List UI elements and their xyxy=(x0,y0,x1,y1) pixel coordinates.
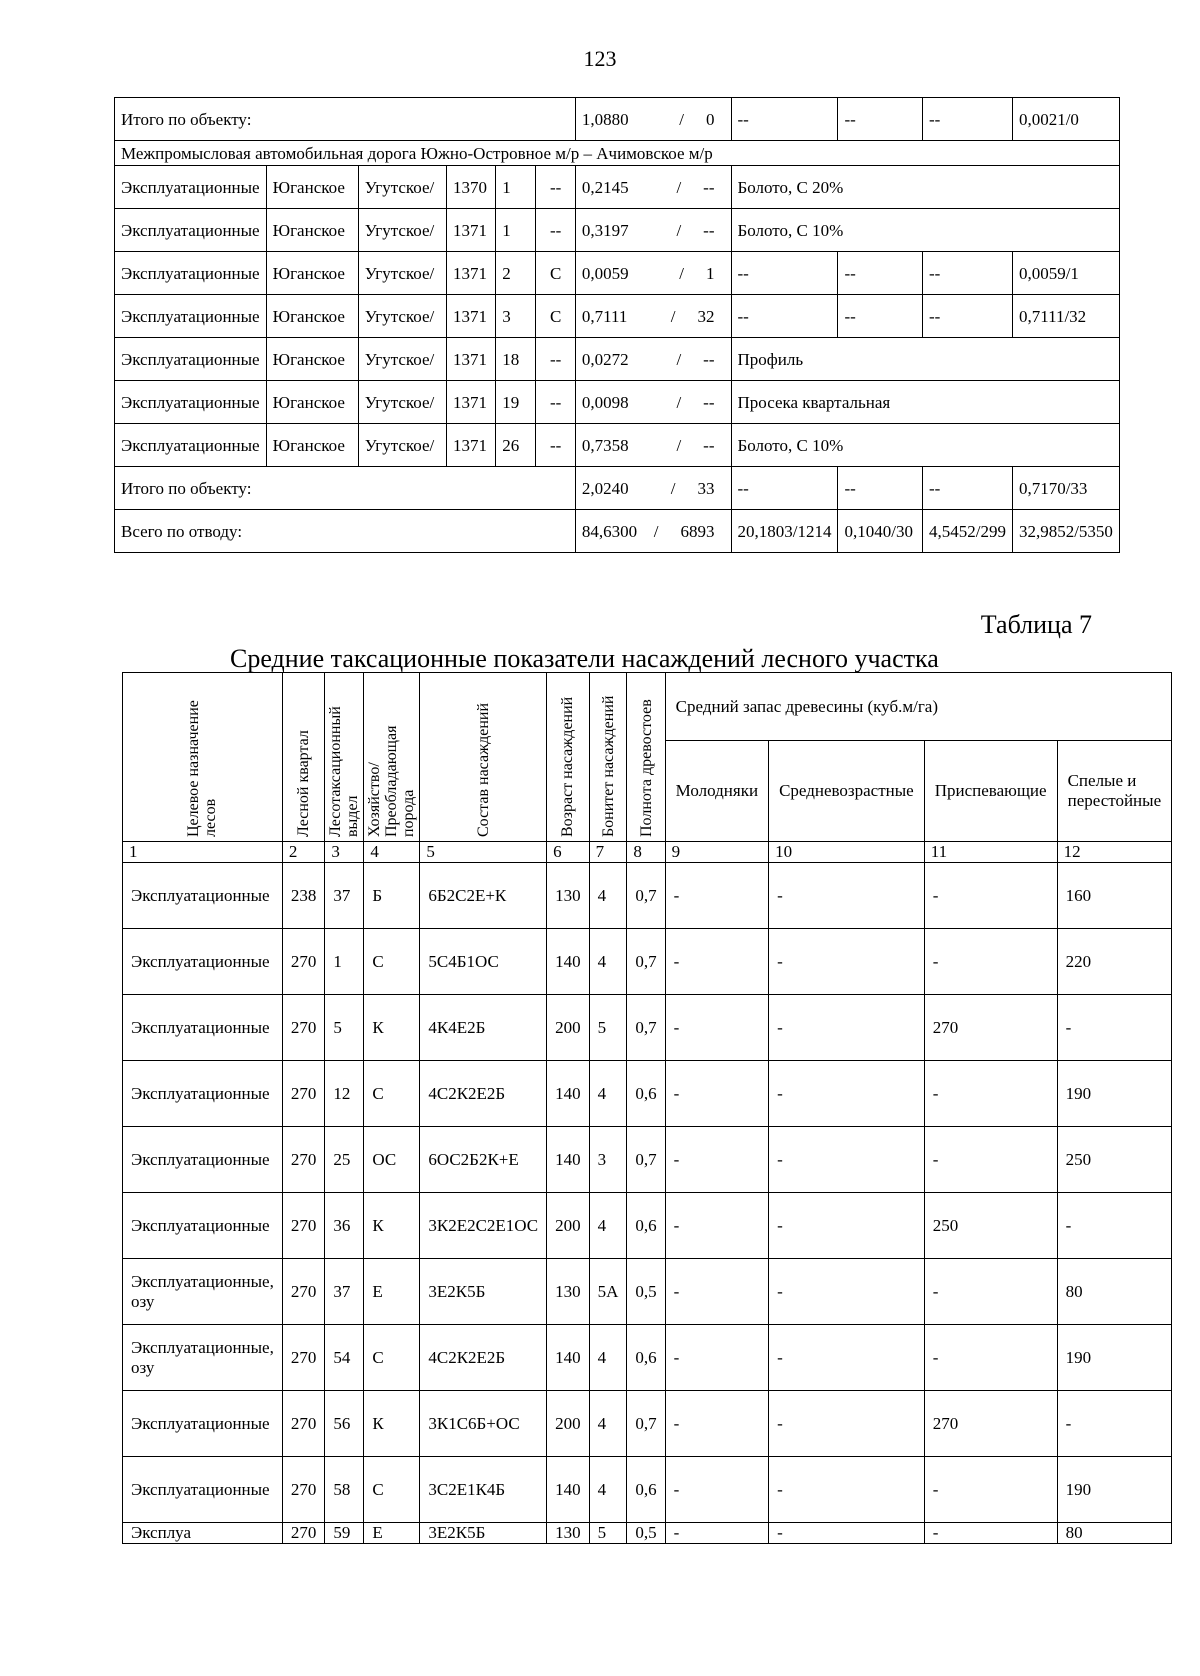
purpose-cell: Эксплуатационные xyxy=(123,1061,283,1127)
mature-cell: 80 xyxy=(1057,1259,1172,1325)
bonitet-cell: 5 xyxy=(589,995,627,1061)
table-title: Средние таксационные показатели насаждений лесного участка xyxy=(230,644,939,673)
middle-cell: - xyxy=(769,1457,925,1523)
area-value: 0,7111 xyxy=(581,306,628,326)
purpose-cell: Эксплуатационные xyxy=(115,424,267,467)
age-cell: 200 xyxy=(547,995,590,1061)
composition-cell: 3Е2К5Б xyxy=(420,1259,547,1325)
area-separator: / xyxy=(670,306,676,326)
district-cell: Угутское/ xyxy=(358,209,446,252)
total-label: Всего по отводу: xyxy=(115,510,576,553)
composition-cell: 6Б2С2Е+К xyxy=(420,863,547,929)
area-separator: / xyxy=(676,392,682,412)
plot-cell: 59 xyxy=(325,1523,364,1544)
tree-count: -- xyxy=(703,392,715,412)
middle-cell: - xyxy=(769,1523,925,1544)
area-separator: / xyxy=(676,435,682,455)
bonitet-cell: 4 xyxy=(589,1457,627,1523)
age-cell: 130 xyxy=(547,1523,590,1544)
table-row xyxy=(115,209,1120,252)
total-value: -- xyxy=(838,98,922,141)
total-value: -- xyxy=(731,98,838,141)
bonitet-cell: 4 xyxy=(589,1061,627,1127)
young-cell: - xyxy=(665,995,768,1061)
density-cell: 0,7 xyxy=(627,863,665,929)
species-cell: Б xyxy=(364,863,420,929)
species-cell: ОС xyxy=(364,1127,420,1193)
column-number: 8 xyxy=(627,842,665,863)
table-row xyxy=(123,1061,1172,1127)
plot-cell: 18 xyxy=(496,338,536,381)
young-cell: - xyxy=(665,1193,768,1259)
total-label: Итого по объекту: xyxy=(115,467,576,510)
area-separator: / xyxy=(676,220,682,240)
value-cell: -- xyxy=(838,252,922,295)
density-cell: 0,6 xyxy=(627,1061,665,1127)
column-number: 7 xyxy=(589,842,627,863)
quarter-cell: 1370 xyxy=(447,166,496,209)
value-cell: -- xyxy=(838,295,922,338)
species-cell: -- xyxy=(536,209,575,252)
purpose-cell: Эксплуатационные xyxy=(123,863,283,929)
value-cell: -- xyxy=(731,252,838,295)
composition-cell: 4С2К2Е2Б xyxy=(420,1325,547,1391)
header-plot: Лесотаксационный выдел xyxy=(325,673,364,842)
bonitet-cell: 4 xyxy=(589,1391,627,1457)
middle-cell: - xyxy=(769,1127,925,1193)
composition-cell: 3К2Е2С2Е1ОС xyxy=(420,1193,547,1259)
maturing-cell: - xyxy=(924,863,1057,929)
total-value: -- xyxy=(731,467,838,510)
species-cell: К xyxy=(364,1391,420,1457)
quarter-cell: 270 xyxy=(282,929,325,995)
bonitet-cell: 4 xyxy=(589,863,627,929)
tree-count: 32 xyxy=(697,306,715,326)
quarter-cell: 270 xyxy=(282,1391,325,1457)
district-cell: Угутское/ xyxy=(358,338,446,381)
table-row xyxy=(123,929,1172,995)
maturing-cell: - xyxy=(924,1061,1057,1127)
table-row xyxy=(123,1127,1172,1193)
column-number: 9 xyxy=(665,842,768,863)
mature-cell: - xyxy=(1057,995,1172,1061)
header-mature: Спелые и перестойные xyxy=(1057,741,1172,842)
bonitet-cell: 5А xyxy=(589,1259,627,1325)
composition-cell: 3К1С6Б+ОС xyxy=(420,1391,547,1457)
species-cell: С xyxy=(364,1457,420,1523)
area-value: 84,6300 xyxy=(581,521,638,541)
plot-cell: 1 xyxy=(325,929,364,995)
header-middle: Средневозрастные xyxy=(769,741,925,842)
quarter-cell: 238 xyxy=(282,863,325,929)
plot-cell: 58 xyxy=(325,1457,364,1523)
total-value: 4,5452/299 xyxy=(922,510,1012,553)
table-row xyxy=(115,338,1120,381)
total-value: 0,0021/0 xyxy=(1012,98,1119,141)
column-numbers-row xyxy=(123,842,1172,863)
maturing-cell: - xyxy=(924,1457,1057,1523)
composition-cell: 6ОС2Б2К+Е xyxy=(420,1127,547,1193)
species-cell: С xyxy=(536,295,575,338)
area-value: 0,0098 xyxy=(581,392,629,412)
age-cell: 130 xyxy=(547,1259,590,1325)
age-cell: 140 xyxy=(547,1457,590,1523)
table-row xyxy=(115,295,1120,338)
species-cell: К xyxy=(364,1193,420,1259)
area-cell xyxy=(575,338,731,381)
quarter-cell: 270 xyxy=(282,1127,325,1193)
total-value: -- xyxy=(922,467,1012,510)
purpose-cell: Эксплуатационные xyxy=(123,1457,283,1523)
mature-cell: 250 xyxy=(1057,1127,1172,1193)
header-purpose: Целевое назначение лесов xyxy=(123,673,283,842)
purpose-cell: Эксплуатационные xyxy=(123,1193,283,1259)
note-cell: Профиль xyxy=(731,338,1120,381)
tree-count: 0 xyxy=(706,109,715,129)
column-number: 3 xyxy=(325,842,364,863)
composition-cell: 5С4Б1ОС xyxy=(420,929,547,995)
purpose-cell: Эксплуатационные xyxy=(115,166,267,209)
area-separator: / xyxy=(679,263,684,283)
area-value: 0,2145 xyxy=(581,177,629,197)
column-number: 10 xyxy=(769,842,925,863)
plot-cell: 25 xyxy=(325,1127,364,1193)
maturing-cell: 270 xyxy=(924,1391,1057,1457)
purpose-cell: Эксплуатационные, озу xyxy=(123,1259,283,1325)
area-cell xyxy=(575,252,731,295)
young-cell: - xyxy=(665,1259,768,1325)
header-age: Возраст насаждений xyxy=(547,673,590,842)
total-value: 0,1040/30 xyxy=(838,510,922,553)
mature-cell: - xyxy=(1057,1391,1172,1457)
column-number: 12 xyxy=(1057,842,1172,863)
maturing-cell: - xyxy=(924,1325,1057,1391)
age-cell: 140 xyxy=(547,929,590,995)
mature-cell: 190 xyxy=(1057,1457,1172,1523)
purpose-cell: Эксплуатационные xyxy=(123,1391,283,1457)
table-row xyxy=(123,863,1172,929)
value-cell: -- xyxy=(922,295,1012,338)
value-cell: 0,7111/32 xyxy=(1012,295,1119,338)
species-cell: К xyxy=(364,995,420,1061)
table-label: Таблица 7 xyxy=(980,610,1092,639)
column-number: 5 xyxy=(420,842,547,863)
maturing-cell: - xyxy=(924,1523,1057,1544)
plot-cell: 3 xyxy=(496,295,536,338)
middle-cell: - xyxy=(769,1325,925,1391)
area-cell xyxy=(575,209,731,252)
age-cell: 140 xyxy=(547,1325,590,1391)
area-cell xyxy=(575,424,731,467)
mature-cell: 160 xyxy=(1057,863,1172,929)
plot-cell: 26 xyxy=(496,424,536,467)
note-cell: Болото, С 10% xyxy=(731,424,1120,467)
forestry-cell: Юганское xyxy=(266,338,358,381)
young-cell: - xyxy=(665,1523,768,1544)
purpose-cell: Эксплуа xyxy=(123,1523,283,1544)
table-row xyxy=(115,252,1120,295)
purpose-cell: Эксплуатационные xyxy=(123,995,283,1061)
district-cell: Угутское/ xyxy=(358,424,446,467)
young-cell: - xyxy=(665,1061,768,1127)
age-cell: 130 xyxy=(547,863,590,929)
bonitet-cell: 3 xyxy=(589,1127,627,1193)
column-number: 6 xyxy=(547,842,590,863)
species-cell: С xyxy=(364,1061,420,1127)
purpose-cell: Эксплуатационные xyxy=(123,1127,283,1193)
young-cell: - xyxy=(665,1457,768,1523)
density-cell: 0,7 xyxy=(627,1127,665,1193)
plot-cell: 56 xyxy=(325,1391,364,1457)
total-value: 20,1803/1214 xyxy=(731,510,838,553)
area-cell xyxy=(575,510,731,553)
area-separator: / xyxy=(670,478,676,498)
total-label: Итого по объекту: xyxy=(115,98,576,141)
mature-cell: - xyxy=(1057,1193,1172,1259)
purpose-cell: Эксплуатационные xyxy=(115,209,267,252)
density-cell: 0,7 xyxy=(627,1391,665,1457)
middle-cell: - xyxy=(769,929,925,995)
age-cell: 140 xyxy=(547,1127,590,1193)
density-cell: 0,6 xyxy=(627,1457,665,1523)
allotment-table xyxy=(114,97,1120,553)
middle-cell: - xyxy=(769,1061,925,1127)
composition-cell: 3С2Е1К4Б xyxy=(420,1457,547,1523)
forestry-cell: Юганское xyxy=(266,381,358,424)
composition-cell: 4С2К2Е2Б xyxy=(420,1061,547,1127)
area-cell xyxy=(575,381,731,424)
quarter-cell: 270 xyxy=(282,1193,325,1259)
quarter-cell: 270 xyxy=(282,995,325,1061)
table-row xyxy=(123,1391,1172,1457)
tree-count: 6893 xyxy=(680,521,715,541)
header-density: Полнота древостоев xyxy=(627,673,665,842)
plot-cell: 1 xyxy=(496,209,536,252)
table-row xyxy=(123,995,1172,1061)
area-separator: / xyxy=(676,177,682,197)
table-row xyxy=(115,467,1120,510)
plot-cell: 36 xyxy=(325,1193,364,1259)
table-row xyxy=(115,381,1120,424)
purpose-cell: Эксплуатационные xyxy=(115,252,267,295)
header-young: Молодняки xyxy=(665,741,768,842)
table-row xyxy=(115,424,1120,467)
forestry-cell: Юганское xyxy=(266,252,358,295)
area-value: 1,0880 xyxy=(581,109,629,129)
quarter-cell: 270 xyxy=(282,1523,325,1544)
table-row xyxy=(123,1259,1172,1325)
header-maturing: Приспевающие xyxy=(924,741,1057,842)
species-cell: -- xyxy=(536,381,575,424)
note-cell: Болото, С 10% xyxy=(731,209,1120,252)
table-row xyxy=(123,1523,1172,1544)
area-value: 0,7358 xyxy=(581,435,629,455)
forestry-cell: Юганское xyxy=(266,209,358,252)
quarter-cell: 1371 xyxy=(447,295,496,338)
age-cell: 200 xyxy=(547,1391,590,1457)
area-cell xyxy=(575,467,731,510)
forestry-cell: Юганское xyxy=(266,424,358,467)
header-composition: Состав насаждений xyxy=(420,673,547,842)
plot-cell: 1 xyxy=(496,166,536,209)
area-value: 2,0240 xyxy=(581,478,629,498)
density-cell: 0,5 xyxy=(627,1523,665,1544)
area-separator: / xyxy=(653,521,659,541)
area-value: 0,0059 xyxy=(581,263,629,283)
quarter-cell: 270 xyxy=(282,1325,325,1391)
tree-count: -- xyxy=(703,220,715,240)
middle-cell: - xyxy=(769,1193,925,1259)
area-cell xyxy=(575,295,731,338)
age-cell: 200 xyxy=(547,1193,590,1259)
forest-inventory-table xyxy=(122,672,1172,1544)
district-cell: Угутское/ xyxy=(358,381,446,424)
table-row xyxy=(115,141,1120,166)
page-number: 123 xyxy=(583,46,617,71)
area-value: 0,3197 xyxy=(581,220,629,240)
maturing-cell: 250 xyxy=(924,1193,1057,1259)
species-cell: С xyxy=(536,252,575,295)
header-quarter: Лесной квартал xyxy=(282,673,325,842)
tree-count: -- xyxy=(703,349,715,369)
note-cell: Просека квартальная xyxy=(731,381,1120,424)
young-cell: - xyxy=(665,1325,768,1391)
bonitet-cell: 4 xyxy=(589,1193,627,1259)
young-cell: - xyxy=(665,1127,768,1193)
maturing-cell: - xyxy=(924,929,1057,995)
quarter-cell: 1371 xyxy=(447,338,496,381)
mature-cell: 190 xyxy=(1057,1061,1172,1127)
district-cell: Угутское/ xyxy=(358,295,446,338)
plot-cell: 12 xyxy=(325,1061,364,1127)
plot-cell: 2 xyxy=(496,252,536,295)
value-cell: -- xyxy=(922,252,1012,295)
tree-count: 1 xyxy=(706,263,715,283)
density-cell: 0,5 xyxy=(627,1259,665,1325)
mature-cell: 220 xyxy=(1057,929,1172,995)
species-cell: С xyxy=(364,929,420,995)
young-cell: - xyxy=(665,929,768,995)
quarter-cell: 1371 xyxy=(447,252,496,295)
total-value: -- xyxy=(838,467,922,510)
purpose-cell: Эксплуатационные xyxy=(123,929,283,995)
plot-cell: 5 xyxy=(325,995,364,1061)
mature-cell: 190 xyxy=(1057,1325,1172,1391)
forestry-cell: Юганское xyxy=(266,295,358,338)
plot-cell: 19 xyxy=(496,381,536,424)
species-cell: -- xyxy=(536,424,575,467)
species-cell: -- xyxy=(536,166,575,209)
plot-cell: 54 xyxy=(325,1325,364,1391)
table-row xyxy=(123,1457,1172,1523)
table-row xyxy=(123,1325,1172,1391)
purpose-cell: Эксплуатационные xyxy=(115,338,267,381)
district-cell: Угутское/ xyxy=(358,252,446,295)
species-cell: Е xyxy=(364,1523,420,1544)
middle-cell: - xyxy=(769,995,925,1061)
section-title: Межпромысловая автомобильная дорога Южно-Островное м/р – Ачимовское м/р xyxy=(115,141,1120,166)
note-cell: Болото, С 20% xyxy=(731,166,1120,209)
density-cell: 0,7 xyxy=(627,929,665,995)
tree-count: 33 xyxy=(697,478,715,498)
area-cell xyxy=(575,98,731,141)
quarter-cell: 270 xyxy=(282,1259,325,1325)
table-row xyxy=(115,510,1120,553)
value-cell: 0,0059/1 xyxy=(1012,252,1119,295)
quarter-cell: 1371 xyxy=(447,381,496,424)
bonitet-cell: 5 xyxy=(589,1523,627,1544)
area-separator: / xyxy=(679,109,684,129)
plot-cell: 37 xyxy=(325,863,364,929)
column-number: 11 xyxy=(924,842,1057,863)
middle-cell: - xyxy=(769,863,925,929)
density-cell: 0,6 xyxy=(627,1193,665,1259)
maturing-cell: - xyxy=(924,1127,1057,1193)
plot-cell: 37 xyxy=(325,1259,364,1325)
quarter-cell: 1371 xyxy=(447,209,496,252)
header-stock: Средний запас древесины (куб.м/га) xyxy=(665,673,1171,741)
value-cell: -- xyxy=(731,295,838,338)
species-cell: С xyxy=(364,1325,420,1391)
quarter-cell: 270 xyxy=(282,1061,325,1127)
middle-cell: - xyxy=(769,1391,925,1457)
tree-count: -- xyxy=(703,435,715,455)
table-row xyxy=(123,1193,1172,1259)
bonitet-cell: 4 xyxy=(589,1325,627,1391)
composition-cell: 3Е2К5Б xyxy=(420,1523,547,1544)
age-cell: 140 xyxy=(547,1061,590,1127)
purpose-cell: Эксплуатационные, озу xyxy=(123,1325,283,1391)
species-cell: Е xyxy=(364,1259,420,1325)
young-cell: - xyxy=(665,1391,768,1457)
district-cell: Угутское/ xyxy=(358,166,446,209)
purpose-cell: Эксплуатационные xyxy=(115,381,267,424)
bonitet-cell: 4 xyxy=(589,929,627,995)
composition-cell: 4К4Е2Б xyxy=(420,995,547,1061)
mature-cell: 80 xyxy=(1057,1523,1172,1544)
forestry-cell: Юганское xyxy=(266,166,358,209)
column-number: 4 xyxy=(364,842,420,863)
density-cell: 0,7 xyxy=(627,995,665,1061)
middle-cell: - xyxy=(769,1259,925,1325)
area-separator: / xyxy=(676,349,682,369)
area-value: 0,0272 xyxy=(581,349,629,369)
maturing-cell: - xyxy=(924,1259,1057,1325)
column-number: 1 xyxy=(123,842,283,863)
maturing-cell: 270 xyxy=(924,995,1057,1061)
quarter-cell: 1371 xyxy=(447,424,496,467)
area-cell xyxy=(575,166,731,209)
header-bonitet: Бонитет насаждений xyxy=(589,673,627,842)
purpose-cell: Эксплуатационные xyxy=(115,295,267,338)
total-value: 0,7170/33 xyxy=(1012,467,1119,510)
tree-count: -- xyxy=(703,177,715,197)
density-cell: 0,6 xyxy=(627,1325,665,1391)
quarter-cell: 270 xyxy=(282,1457,325,1523)
header-economy: Хозяйство/ Преобладающая порода xyxy=(364,673,420,842)
species-cell: -- xyxy=(536,338,575,381)
total-value: -- xyxy=(922,98,1012,141)
table-row xyxy=(115,166,1120,209)
column-number: 2 xyxy=(282,842,325,863)
table-row xyxy=(115,98,1120,141)
young-cell: - xyxy=(665,863,768,929)
total-value: 32,9852/5350 xyxy=(1012,510,1119,553)
